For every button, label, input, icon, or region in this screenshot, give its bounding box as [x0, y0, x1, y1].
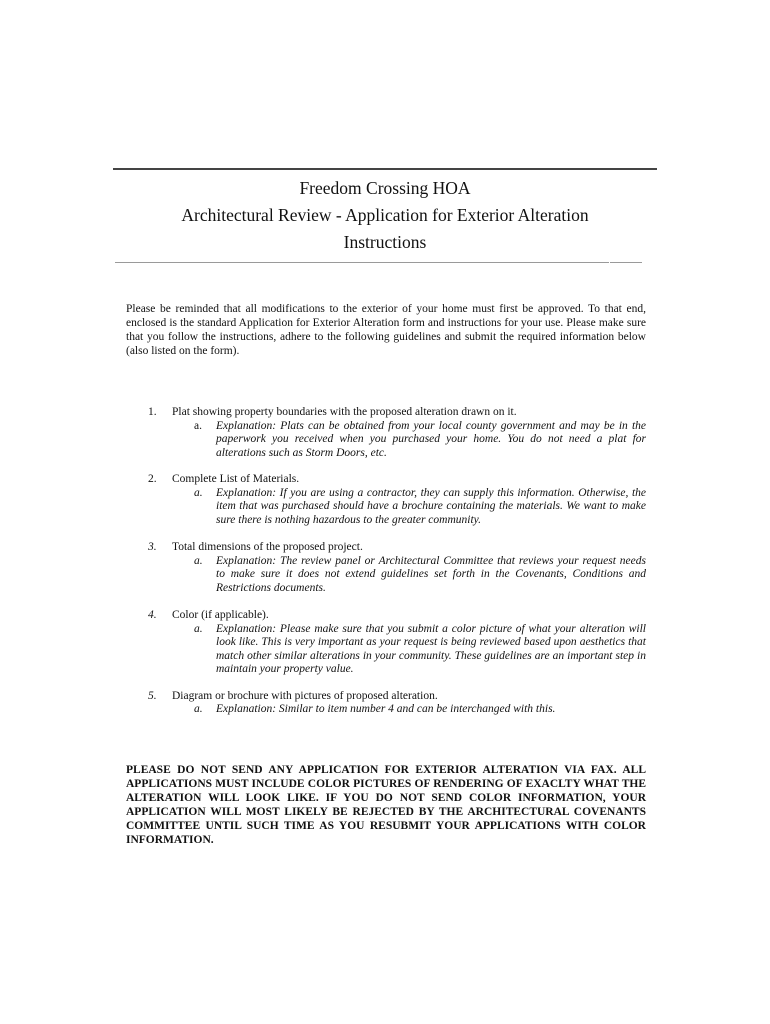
item-explanation [194, 703, 646, 717]
document-header [113, 175, 657, 256]
document-title: Architectural Review - Application for Exterior Alteration [181, 205, 589, 225]
header-bottom-rule [115, 262, 609, 263]
intro-paragraph: Please be reminded that all modifications to the exterior of your home must first be approved. To that end, enclosed is the standard Application for Exterior Alteration form and instructions for your use. Please make sure that you follow the instructions, adhere to the following guidelines and submit the required information below (also listed on the form). [126, 303, 646, 357]
sub-letter: a. [194, 486, 203, 499]
document-subtitle: Instructions [343, 232, 427, 252]
item-number: 3. [148, 541, 157, 553]
sub-text: Explanation: Plats can be obtained from your local county government and may be in the paperwork you received when you purchased your home. You do not need a plat for alterations such as Storm Doors, etc. [216, 419, 646, 459]
item-explanation [194, 554, 646, 596]
sub-letter: a. [194, 703, 203, 715]
item-explanation [194, 419, 646, 461]
item-number: 4. [148, 609, 157, 621]
header-bottom-rule-tail [610, 262, 642, 263]
item-number: 5. [148, 689, 157, 702]
item-text: Total dimensions of the proposed project. [172, 541, 363, 553]
item-number: 2. [148, 473, 157, 485]
sub-letter: a. [194, 622, 203, 635]
header-top-rule [113, 168, 657, 170]
list-item [126, 541, 646, 595]
item-explanation [194, 486, 646, 528]
item-number: 1. [148, 406, 157, 418]
item-explanation [194, 622, 646, 677]
item-text: Color (if applicable). [172, 609, 269, 621]
requirements-list [126, 406, 646, 730]
sub-text: Explanation: Similar to item number 4 and can be interchanged with this. [216, 703, 556, 715]
list-item [126, 473, 646, 527]
fax-warning: PLEASE DO NOT SEND ANY APPLICATION FOR EXTERIOR ALTERATION VIA FAX. ALL APPLICATIONS MUST INCLUDE COLOR PICTURES OF RENDERING OF EXACLTY WHAT THE ALTERATION WILL LOOK LIKE. IF YOU DO NOT SEND COLOR INFORMATION, YOUR APPLICATION WILL MOST LIKELY BE REJECTED BY THE ARCHITECTURAL COVENANTS COMMITTEE UNTIL SUCH TIME AS YOU RESUBMIT YOUR APPLICATIONS WITH COLOR INFORMATION. [126, 764, 646, 846]
sub-text: Explanation: If you are using a contractor, they can supply this information. Otherwise, the item that was purchased should have a brochure containing the materials. We want to make sure there is nothing hazardous to the greater community. [216, 486, 646, 526]
sub-text: Explanation: Please make sure that you submit a color picture of what your alteration will look like. This is very important as your request is being reviewed based upon aesthetics that match other similar alterations in your community. These guidelines are an important step in maintain your property value. [216, 622, 646, 675]
list-item [126, 690, 646, 717]
item-text: Complete List of Materials. [172, 473, 300, 485]
sub-letter: a. [194, 554, 203, 567]
item-text: Diagram or brochure with pictures of proposed alteration. [172, 689, 438, 702]
sub-text: Explanation: The review panel or Architectural Committee that reviews your request needs to make sure it does not extend guidelines set forth in the Covenants, Conditions and Restrictions documents. [216, 554, 646, 594]
list-item [126, 609, 646, 677]
sub-letter: a. [194, 419, 202, 432]
list-item [126, 406, 646, 460]
hoa-name: Freedom Crossing HOA [299, 178, 471, 198]
item-text: Plat showing property boundaries with the proposed alteration drawn on it. [172, 406, 517, 418]
